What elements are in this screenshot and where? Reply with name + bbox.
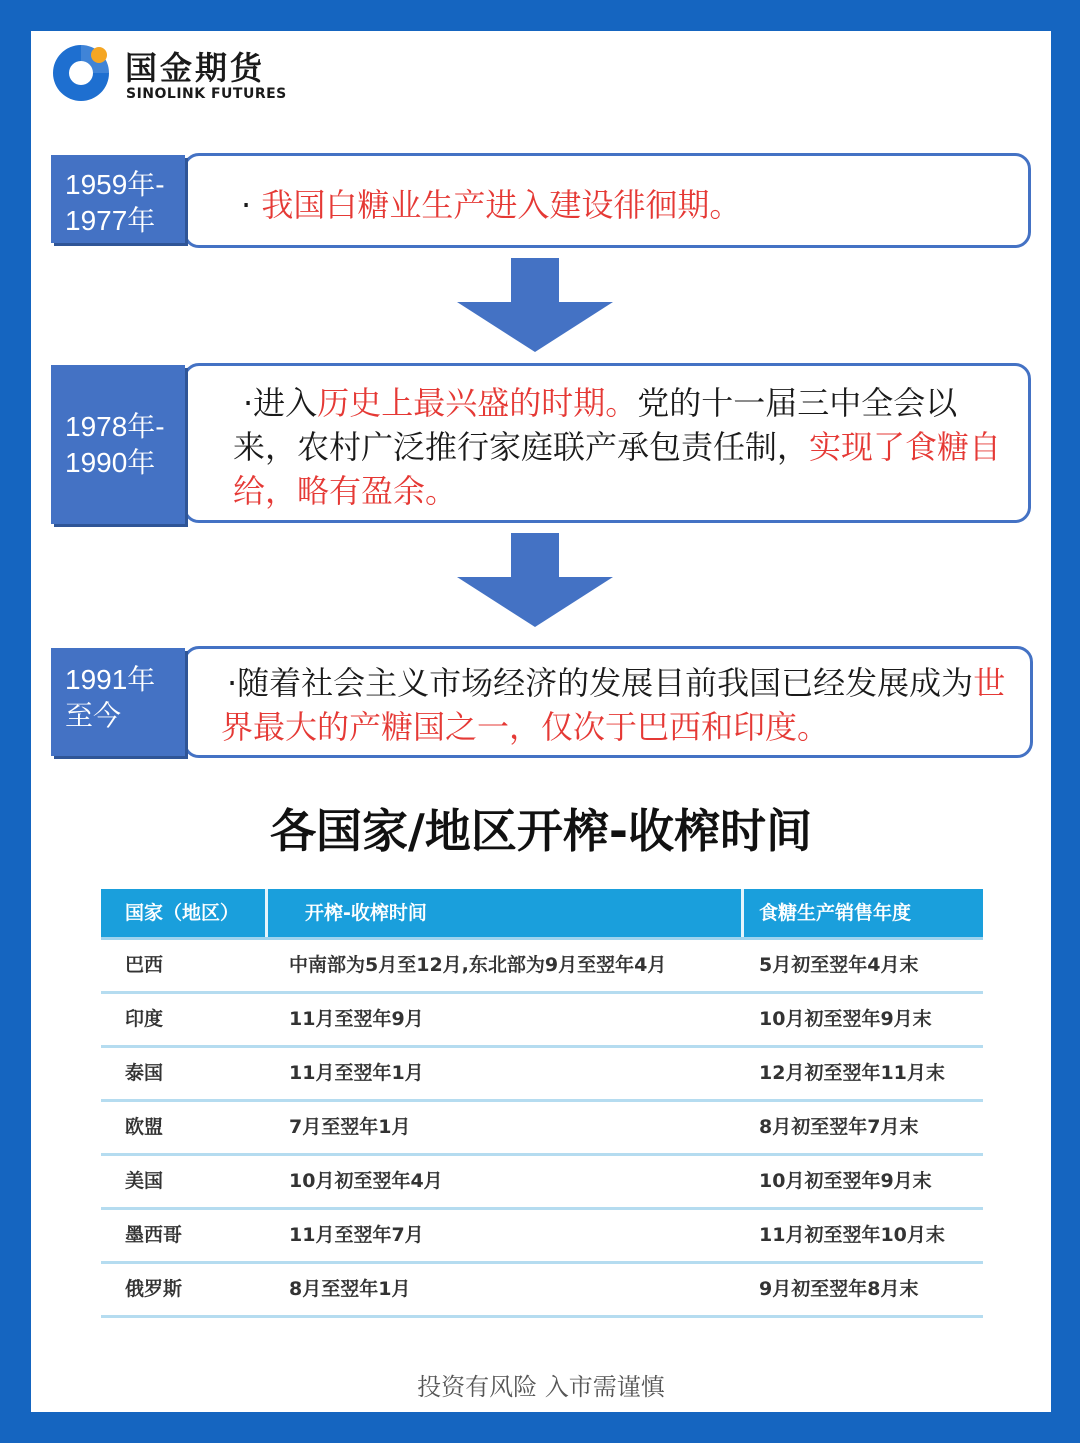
table-row <box>101 1264 983 1318</box>
bullet: · <box>243 384 254 422</box>
table-cell: 8月初至翌年7月末 <box>759 1116 919 1138</box>
sinolink-logo-icon <box>49 41 113 105</box>
table-cell: 8月至翌年1月 <box>289 1278 411 1300</box>
content-card <box>31 31 1051 1412</box>
table-cell: 泰国 <box>125 1062 164 1084</box>
brand-name-en: SINOLINK FUTURES <box>126 86 287 102</box>
down-arrow-icon <box>455 533 615 629</box>
crushing-season-table <box>101 889 983 1318</box>
table-row <box>101 1102 983 1156</box>
table-row <box>101 940 983 994</box>
text-segment: 党的十一届三中全会以来，农村广泛推行家庭联产承包责任制， <box>233 384 958 466</box>
year-line: 1978年- <box>65 411 165 442</box>
header-cell: 开榨-收榨时间 <box>305 902 427 924</box>
text-segment: 进入 <box>253 384 318 422</box>
brand-name-cn: 国金期货 <box>125 49 266 87</box>
table-cell: 7月至翌年1月 <box>289 1116 411 1138</box>
table-row <box>101 994 983 1048</box>
bullet: · <box>227 664 238 702</box>
table-cell: 10月初至翌年4月 <box>289 1170 443 1192</box>
table-cell: 俄罗斯 <box>125 1278 183 1300</box>
table-cell: 中南部为5月至12月,东北部为9月至翌年4月 <box>289 954 667 976</box>
table-cell: 11月初至翌年10月末 <box>759 1224 945 1246</box>
header-cell: 国家（地区） <box>125 902 240 924</box>
year-line: 1977年 <box>65 205 156 236</box>
section-title: 各国家/地区开榨-收榨时间 <box>270 804 812 858</box>
table-row <box>101 1156 983 1210</box>
year-line: 1990年 <box>65 447 156 478</box>
timeline-year-1 <box>51 155 185 243</box>
table-cell: 墨西哥 <box>125 1224 183 1246</box>
table-cell: 欧盟 <box>125 1116 164 1138</box>
table-cell: 11月至翌年9月 <box>289 1008 424 1030</box>
year-line: 至今 <box>65 700 122 731</box>
table-cell: 12月初至翌年11月末 <box>759 1062 945 1084</box>
text-segment: 历史上最兴盛的时期。 <box>317 384 638 422</box>
timeline-text-2 <box>233 381 1009 513</box>
table-header <box>101 889 983 940</box>
table-cell: 美国 <box>125 1170 164 1192</box>
table-row <box>101 1210 983 1264</box>
bullet: · <box>241 186 252 224</box>
table-cell: 11月至翌年7月 <box>289 1224 424 1246</box>
table-cell: 10月初至翌年9月末 <box>759 1008 932 1030</box>
timeline-year-3 <box>51 648 185 756</box>
text-segment: 实现了食糖自给，略有盈余。 <box>233 428 1002 510</box>
table-cell: 巴西 <box>125 954 164 976</box>
table-cell: 印度 <box>125 1008 164 1030</box>
table-cell: 11月至翌年1月 <box>289 1062 424 1084</box>
timeline-text-3 <box>221 661 1029 749</box>
year-line: 1959年- <box>65 169 165 200</box>
timeline-text-1 <box>241 183 1011 227</box>
text-segment: 我国白糖业生产进入建设徘徊期。 <box>261 186 742 224</box>
table-cell: 9月初至翌年8月末 <box>759 1278 919 1300</box>
timeline-year-2 <box>51 365 185 524</box>
table-row <box>101 1048 983 1102</box>
year-line: 1991年 <box>65 664 156 695</box>
table-cell: 10月初至翌年9月末 <box>759 1170 932 1192</box>
header-divider <box>265 889 268 937</box>
brand-logo <box>49 37 349 107</box>
text-segment: 随着社会主义市场经济的发展目前我国已经发展成为 <box>237 664 974 702</box>
header-cell: 食糖生产销售年度 <box>759 902 912 924</box>
down-arrow-icon <box>455 258 615 354</box>
risk-disclaimer: 投资有风险 入市需谨慎 <box>417 1373 665 1401</box>
header-divider <box>741 889 744 937</box>
text-segment: 世界最大的产糖国之一，仅次于巴西和印度。 <box>221 664 1006 746</box>
table-cell: 5月初至翌年4月末 <box>759 954 919 976</box>
